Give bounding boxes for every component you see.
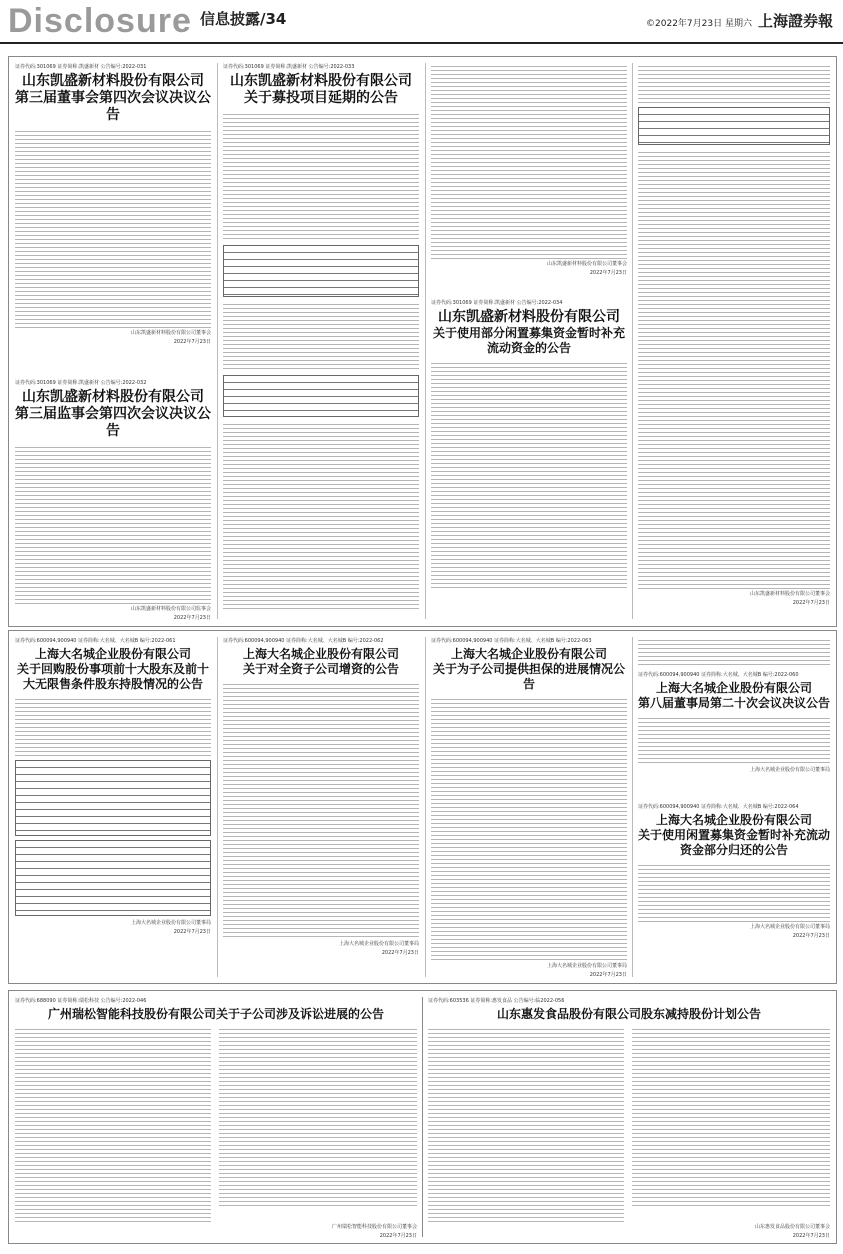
bottom-band: [8, 990, 837, 1244]
kaisheng-supervisors-notice: [15, 375, 211, 620]
issue-date: ©2022年7月23日 星期六: [646, 19, 752, 29]
daming-capital-notice: [223, 633, 419, 978]
signer: 上海大名城企业股份有限公司董事局: [749, 767, 830, 773]
notice-title: 关于为子公司提供担保的进展情况公告: [432, 662, 625, 691]
stock-code: 证券代码:600094,900940 证券简称:大名城、大名城B 编号:2022-063: [431, 638, 592, 644]
stock-code: 证券代码:600094,900940 证券简称:大名城、大名城B 编号:2022-064: [638, 804, 799, 810]
daming-buyback-notice: [15, 633, 211, 978]
company-name: 山东凯盛新材料股份有限公司: [438, 309, 620, 325]
stock-code: 证券代码:600094,900940 证券简称:大名城、大名城B 编号:2022-060: [638, 672, 799, 678]
company-name: 上海大名城企业股份有限公司: [450, 647, 607, 661]
masthead-issue: [646, 10, 833, 31]
stock-code: 证券代码:301069 证券简称:凯盛新材 公告编号:2022-032: [15, 380, 147, 386]
masthead-section: [200, 8, 286, 29]
signer: 山东惠发食品股份有限公司董事会: [754, 1224, 830, 1230]
notice-date: 2022年7月23日: [792, 1233, 830, 1238]
data-table: [223, 245, 419, 297]
stock-code: 证券代码:301069 证券简称:凯盛新材 公告编号:2022-034: [431, 300, 563, 306]
masthead: [0, 0, 843, 44]
notice-title: 第三届监事会第四次会议决议公告: [15, 406, 211, 439]
data-table: [15, 840, 211, 916]
stock-code: 证券代码:301069 证券简称:凯盛新材 公告编号:2022-031: [15, 64, 147, 70]
ruisong-notice: [15, 993, 417, 1238]
kaisheng-board-notice: [15, 59, 211, 349]
notice-date: 2022年7月23日: [173, 615, 211, 620]
stock-code: 证券代码:301069 证券简称:凯盛新材 公告编号:2022-033: [223, 64, 355, 70]
masthead-brand: Disclosure: [8, 2, 192, 40]
company-name: 山东凯盛新材料股份有限公司: [230, 73, 412, 89]
daming-return-notice: [638, 799, 830, 979]
newspaper-name: 上海證券報: [757, 12, 833, 30]
company-name: 山东凯盛新材料股份有限公司: [22, 389, 204, 405]
data-table: [15, 760, 211, 836]
notice-title: 关于对全资子公司增资的公告: [242, 662, 399, 676]
notice-date: 2022年7月23日: [589, 270, 627, 276]
stock-code: 证券代码:600094,900940 证券简称:大名城、大名城B 编号:2022-062: [223, 638, 384, 644]
kaisheng-delay-continued: [431, 59, 627, 285]
notice-date: 2022年7月23日: [173, 929, 211, 935]
notice-title: 广州瑞松智能科技股份有限公司关于子公司涉及诉讼进展的公告: [47, 1007, 384, 1021]
daming-board-notice: [638, 633, 830, 793]
notice-title: 第三届董事会第四次会议决议公告: [15, 90, 211, 123]
stock-code: 证券代码:603536 证券简称:惠发食品 公告编号:临2022-056: [428, 998, 565, 1004]
notice-date: 2022年7月23日: [792, 933, 830, 939]
notice-date: 2022年7月23日: [792, 600, 830, 606]
data-table: [223, 375, 419, 417]
notice-title: 山东惠发食品股份有限公司股东减持股份计划公告: [496, 1007, 761, 1021]
signer: 广州瑞松智能科技股份有限公司董事会: [331, 1224, 417, 1230]
signer: 山东凯盛新材料股份有限公司董事会: [749, 591, 830, 597]
notice-title: 关于募投项目延期的公告: [244, 90, 398, 106]
page-number: /34: [260, 10, 287, 28]
company-name: 上海大名城企业股份有限公司: [655, 681, 812, 695]
company-name: 上海大名城企业股份有限公司: [242, 647, 399, 661]
notice-date: 2022年7月23日: [173, 339, 211, 345]
notice-date: 2022年7月23日: [589, 972, 627, 978]
huifa-notice: [428, 993, 830, 1238]
company-name: 山东凯盛新材料股份有限公司: [22, 73, 204, 89]
kaisheng-delay-notice: [223, 59, 419, 619]
daming-guarantee-notice: [431, 633, 627, 978]
company-name: 上海大名城企业股份有限公司: [655, 813, 812, 827]
kaisheng-funds-continued: [638, 59, 830, 619]
signer: 山东凯盛新材料股份有限公司监事会: [130, 606, 211, 612]
daming-band: [8, 630, 837, 984]
notice-title: 关于使用闲置募集资金暂时补充流动资金部分归还的公告: [638, 828, 830, 857]
signer: 上海大名城企业股份有限公司董事局: [338, 941, 419, 947]
company-name: 上海大名城企业股份有限公司: [34, 647, 191, 661]
signer: 上海大名城企业股份有限公司董事局: [130, 920, 211, 926]
notice-title: 关于回购股份事项前十大股东及前十大无限售条件股东持股情况的公告: [16, 662, 209, 691]
kaisheng-funds-notice: [431, 295, 627, 619]
section-title: 信息披露: [200, 10, 261, 28]
signer: 山东凯盛新材料股份有限公司董事会: [130, 330, 211, 336]
notice-title: 关于使用部分闲置募集资金暂时补充流动资金的公告: [432, 326, 625, 355]
signer: 山东凯盛新材料股份有限公司董事会: [546, 261, 627, 267]
notice-title: 第八届董事局第二十次会议决议公告: [638, 696, 830, 710]
stock-code: 证券代码:600094,900940 证券简称:大名城、大名城B 编号:2022-061: [15, 638, 176, 644]
signer: 上海大名城企业股份有限公司董事局: [546, 963, 627, 969]
stock-code: 证券代码:688090 证券简称:瑞松科技 公告编号:2022-046: [15, 998, 147, 1004]
data-table: [638, 107, 830, 145]
notice-date: 2022年7月23日: [379, 1233, 417, 1238]
notice-date: 2022年7月23日: [381, 950, 419, 956]
kaisheng-band: [8, 56, 837, 627]
signer: 上海大名城企业股份有限公司董事局: [749, 924, 830, 930]
